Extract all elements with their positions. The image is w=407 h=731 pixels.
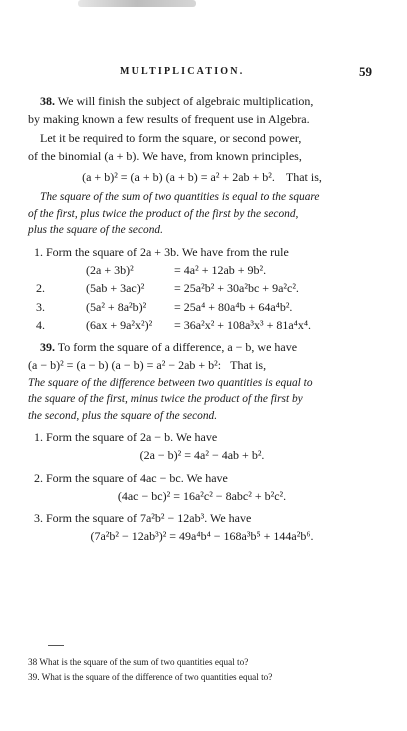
example-number: 3. — [34, 511, 43, 526]
example-row-lhs: (6ax + 9a²x²)² — [86, 317, 153, 332]
section-38-number: 38. — [40, 94, 55, 108]
example-row-lhs: (5ab + 3ac)² — [86, 281, 145, 296]
example-row-rhs: = 25a⁴ + 80a⁴b + 64a⁴b². — [174, 299, 293, 314]
example-number: 2. — [34, 470, 43, 485]
rule-difference-line-3: the second, plus the square of the second. — [28, 409, 218, 422]
example-39-3 — [28, 509, 376, 527]
scan-blemish — [78, 0, 196, 7]
example-39-2 — [28, 469, 376, 487]
footnote-39: 39. What is the square of the difference of two quantities equal to? — [28, 672, 273, 682]
difference-square-equation — [28, 356, 376, 374]
section-39-number: 39. — [40, 340, 55, 355]
section-38-line-4: of the binomial (a + b). We have, from known principles, — [28, 148, 302, 163]
running-head — [60, 66, 372, 82]
section-38-line-3: Let it be required to form the square, or second power, — [40, 130, 302, 145]
equation-tail: That is, — [230, 358, 267, 373]
example-text: Form the square of 7a²b² − 12ab³. We have — [46, 511, 252, 526]
example-38-intro — [28, 243, 376, 261]
example-39-3-result: (7a²b² − 12ab³)² = 49a⁴b⁴ − 168a³b⁵ + 144a²b⁶. — [90, 529, 314, 544]
example-row-number: 4. — [36, 317, 45, 332]
footnotes — [28, 655, 378, 685]
equation-difference-square: (a − b)² = (a − b) (a − b) = a² − 2ab + b²: — [28, 358, 222, 373]
section-39-text-1: To form the square of a difference, a − b, we have — [57, 340, 298, 355]
equation-sum-square: (a + b)² = (a + b) (a + b) = a² + 2ab + b². — [82, 170, 275, 185]
section-38-line-2: by making known a few results of frequent use in Algebra. — [28, 112, 310, 127]
rule-sum-line-3: plus the square of the second. — [28, 224, 163, 237]
example-row-lhs: (5a² + 8a²b)² — [86, 299, 147, 314]
example-number: 1. — [34, 244, 43, 259]
equation-tail: That is, — [285, 170, 322, 185]
section-39-line-1 — [28, 338, 376, 356]
example-row-rhs: = 36a²x² + 108a³x³ + 81a⁴x⁴. — [174, 317, 312, 332]
rule-sum-line-1: The square of the sum of two quantities is equal to the square — [40, 191, 320, 204]
footnote-38: 38 What is the square of the sum of two quantities equal to? — [28, 657, 249, 667]
example-row-number: 2. — [36, 281, 45, 296]
rule-difference-line-2: the square of the first, minus twice the product of the first by — [28, 393, 303, 406]
section-38-line-1 — [28, 92, 376, 110]
example-39-1-result: (2a − b)² = 4a² − 4ab + b². — [139, 448, 265, 463]
footnote-rule — [48, 645, 64, 646]
example-row-rhs: = 25a²b² + 30a²bc + 9a²c². — [174, 281, 299, 296]
example-text: Form the square of 4ac − bc. We have — [46, 470, 228, 485]
page-number: 59 — [359, 64, 372, 79]
section-38-text-1: We will finish the subject of algebraic multiplication, — [57, 94, 314, 108]
example-39-1 — [28, 428, 376, 446]
example-row-number — [28, 261, 64, 279]
example-row-2 — [28, 279, 376, 297]
example-intro-text: Form the square of 2a + 3b. We have from the rule — [46, 244, 289, 259]
example-39-2-result: (4ac − bc)² = 16a²c² − 8abc² + b²c². — [117, 488, 287, 503]
rule-difference-line-1: The square of the difference between two quantities is equal to — [28, 376, 313, 389]
running-head-title: MULTIPLICATION. — [120, 66, 245, 77]
page-body — [28, 92, 376, 546]
example-number: 1. — [34, 430, 43, 444]
example-row-4 — [28, 316, 376, 334]
example-text: Form the square of 2a − b. We have — [46, 430, 218, 444]
example-row-lhs: (2a + 3b)² — [86, 263, 134, 277]
binomial-square-equation — [28, 168, 376, 186]
example-row-1 — [28, 261, 376, 279]
rule-sum-line-2: of the first, plus twice the product of the first by the second, — [28, 207, 299, 220]
example-row-rhs: = 4a² + 12ab + 9b². — [174, 263, 267, 277]
example-row-3 — [28, 298, 376, 316]
example-row-number: 3. — [36, 299, 45, 314]
